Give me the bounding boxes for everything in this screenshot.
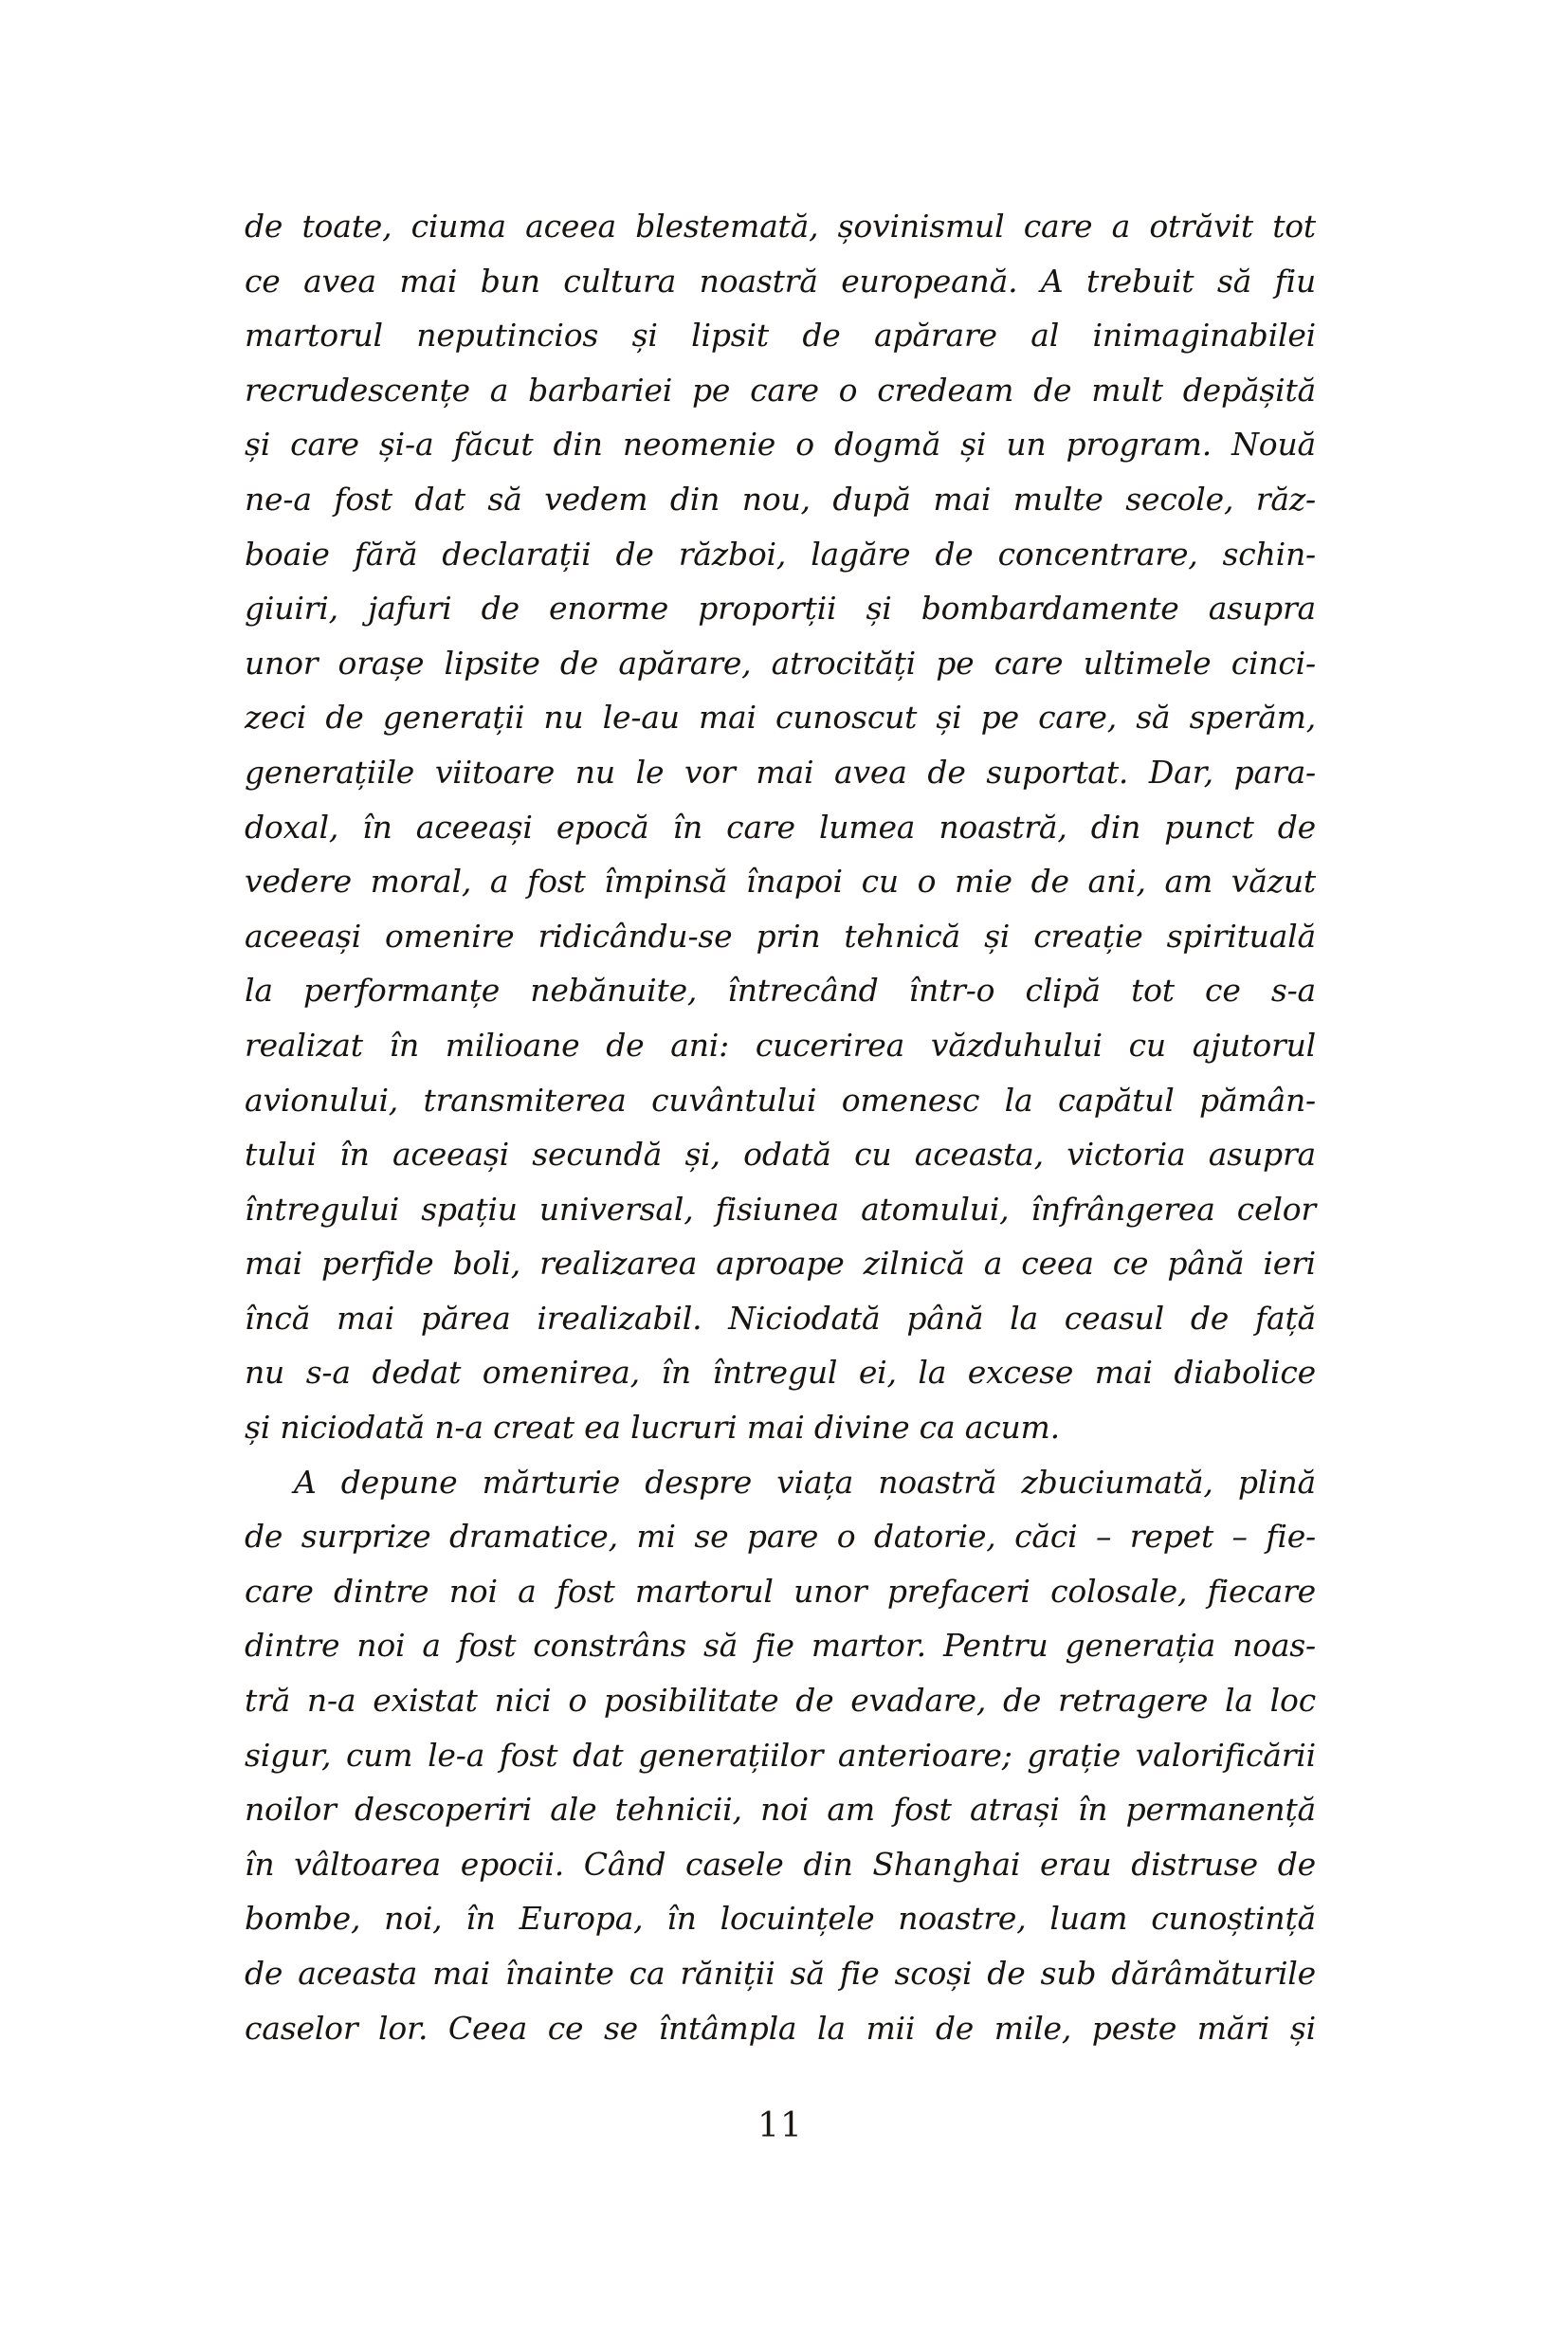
text-line: întregului spațiu universal, fisiunea atomului, înfrângerea celor bbox=[245, 1190, 1316, 1228]
text-line: generațiile viitoare nu le vor mai avea de suportat. Dar, para- bbox=[245, 753, 1316, 791]
text-line: bombe, noi, în Europa, în locuințele noastre, luam cunoștință bbox=[245, 1900, 1316, 1938]
text-line: unor orașe lipsite de apărare, atrocități pe care ultimele cinci- bbox=[245, 644, 1316, 682]
text-line: boaie fără declarații de război, lagăre de concentrare, schin- bbox=[245, 535, 1316, 573]
text-line: avionului, transmiterea cuvântului omenesc la capătul pămân- bbox=[245, 1081, 1316, 1119]
text-line: și niciodată n-a creat ea lucruri mai divine ca acum. bbox=[245, 1409, 1060, 1447]
text-line: de aceasta mai înainte ca răniții să fie scoși de sub dărâmăturile bbox=[245, 1955, 1316, 1992]
text-line: la performanțe nebănuite, întrecând într-o clipă tot ce s-a bbox=[245, 972, 1316, 1010]
text-line: caselor lor. Ceea ce se întâmpla la mii de mile, peste mări și bbox=[245, 2009, 1316, 2047]
page-number: 11 bbox=[757, 2106, 803, 2145]
text-line: nu s-a dedat omenirea, în întregul ei, la excese mai diabolice bbox=[245, 1354, 1316, 1392]
text-line: care dintre noi a fost martorul unor prefaceri colosale, fiecare bbox=[245, 1572, 1316, 1610]
text-line: mai perfide boli, realizarea aproape zilnică a ceea ce până ieri bbox=[245, 1245, 1316, 1283]
text-line: ce avea mai bun cultura noastră europeană. A trebuit să fiu bbox=[245, 262, 1316, 300]
text-line: de toate, ciuma aceea blestemată, șovinismul care a otrăvit tot bbox=[245, 208, 1316, 245]
text-line: vedere moral, a fost împinsă înapoi cu o mie de ani, am văzut bbox=[245, 863, 1316, 901]
text-line: tului în aceeași secundă și, odată cu aceasta, victoria asupra bbox=[245, 1136, 1316, 1174]
text-line: giuiri, jafuri de enorme proporții și bombardamente asupra bbox=[245, 590, 1316, 628]
text-line: doxal, în aceeași epocă în care lumea noastră, din punct de bbox=[245, 808, 1316, 846]
text-line: de surprize dramatice, mi se pare o datorie, căci – repet – fie- bbox=[245, 1518, 1316, 1556]
paragraph bbox=[245, 199, 1316, 1455]
text-line: dintre noi a fost constrâns să fie martor. Pentru generația noas- bbox=[245, 1627, 1316, 1665]
text-line: A depune mărturie despre viața noastră zbuciumată, plină bbox=[294, 1463, 1316, 1501]
text-line: zeci de generații nu le-au mai cunoscut și pe care, să sperăm, bbox=[245, 699, 1316, 737]
text-line: recrudescențe a barbariei pe care o credeam de mult depășită bbox=[245, 371, 1316, 409]
text-line: martorul neputincios și lipsit de apărare al inimaginabilei bbox=[245, 317, 1316, 355]
text-line: încă mai părea irealizabil. Niciodată până la ceasul de față bbox=[245, 1299, 1316, 1337]
text-line: și care și-a făcut din neomenie o dogmă și un program. Nouă bbox=[245, 426, 1316, 464]
text-line: tră n-a existat nici o posibilitate de evadare, de retragere la loc bbox=[245, 1682, 1316, 1720]
text-line: sigur, cum le-a fost dat generațiilor anterioare; grație valorificării bbox=[245, 1736, 1316, 1774]
text-line: noilor descoperiri ale tehnicii, noi am fost atrași în permanență bbox=[245, 1791, 1316, 1829]
text-line: realizat în milioane de ani: cucerirea văzduhului cu ajutorul bbox=[245, 1026, 1316, 1064]
text-line: aceeași omenire ridicându-se prin tehnică și creație spirituală bbox=[245, 917, 1316, 955]
body-text bbox=[245, 199, 1316, 2055]
text-line: ne-a fost dat să vedem din nou, după mai multe secole, răz- bbox=[245, 480, 1316, 518]
paragraph bbox=[245, 1455, 1316, 2056]
text-line: în vâltoarea epocii. Când casele din Shanghai erau distruse de bbox=[245, 1845, 1316, 1883]
